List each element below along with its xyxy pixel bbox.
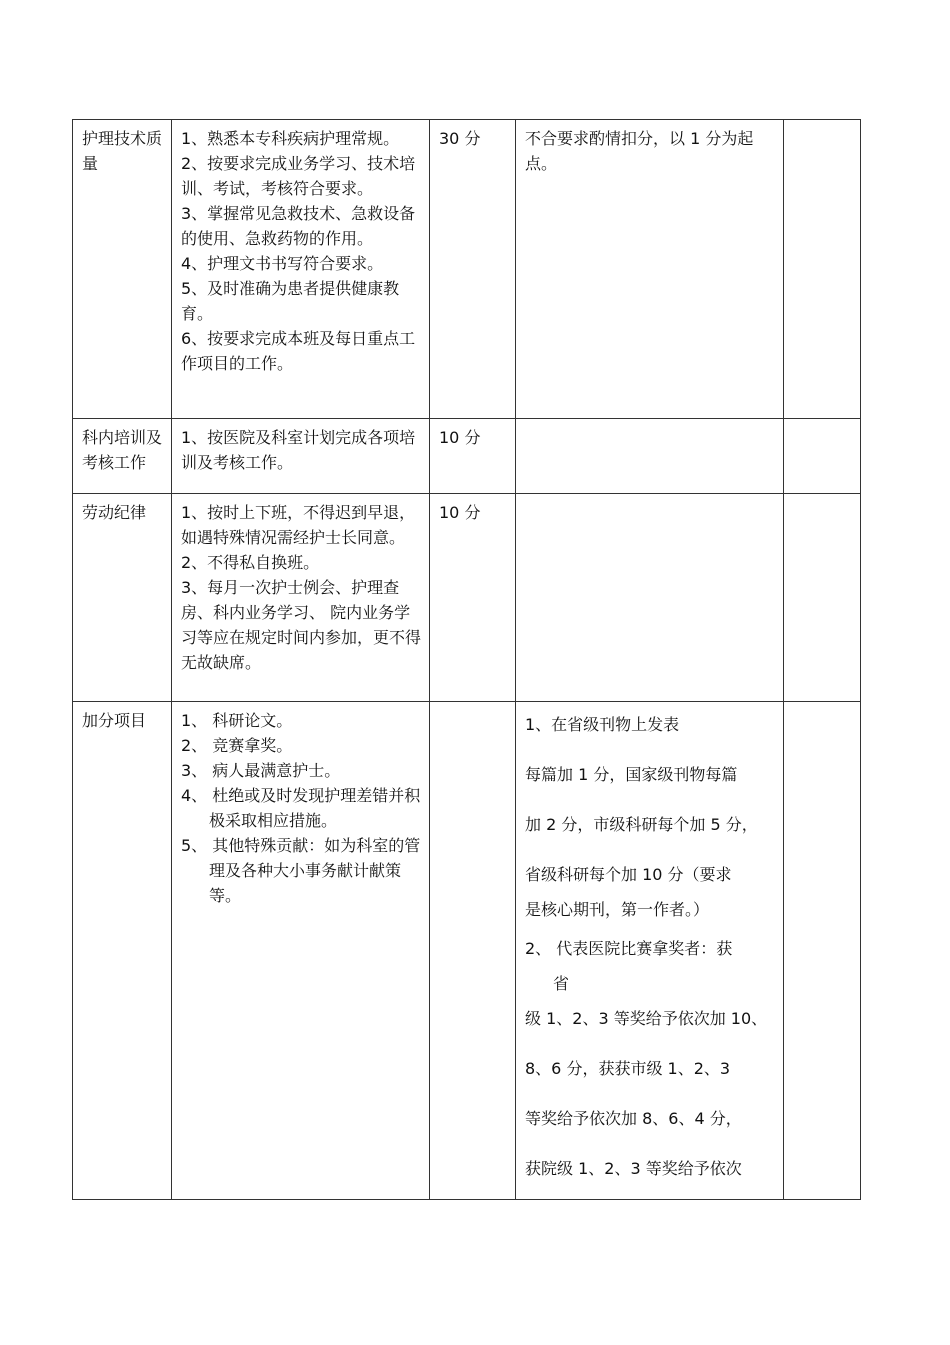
result-cell (784, 702, 861, 1200)
bonus-rule-line: 2、 代表医院比赛拿奖者：获 (525, 939, 733, 958)
criteria-cell (172, 120, 430, 419)
bonus-rule-line: 加 2 分，市级科研每个加 5 分， (525, 815, 758, 834)
bonus-rule-line: 获院级 1、2、3 等奖给予依次 (525, 1159, 742, 1178)
score-cell (430, 702, 516, 1200)
criteria-line: 2、按要求完成业务学习、技术培训、考试，考核符合要求。 (181, 154, 416, 198)
score-cell (430, 494, 516, 702)
score-cell (430, 120, 516, 419)
criteria-line: 1、熟悉本专科疾病护理常规。 (181, 129, 400, 148)
criteria-line: 3、每月一次护士例会、护理查房、科内业务学习、 院内业务学习等应在规定时间内参加，更不得无故缺席。 (181, 578, 422, 672)
bonus-rule-line: 等奖给予依次加 8、6、4 分， (525, 1109, 742, 1128)
table-row (73, 702, 861, 1200)
criteria-cell (172, 702, 430, 1200)
bonus-rule-line: 省级科研每个加 10 分（要求 (525, 865, 732, 884)
item-label: 护理技术质量 (82, 129, 163, 173)
result-cell (784, 120, 861, 419)
criteria-line: 2、 竞赛拿奖。 (181, 736, 293, 755)
table-row (73, 419, 861, 494)
deduction-cell (516, 419, 784, 494)
criteria-line: 4、 杜绝或及时发现护理差错并积极采取相应措施。 (181, 786, 421, 830)
criteria-line: 1、按医院及科室计划完成各项培训及考核工作。 (181, 428, 416, 472)
criteria-line: 1、 科研论文。 (181, 711, 293, 730)
evaluation-table (72, 119, 861, 1200)
criteria-line: 2、不得私自换班。 (181, 553, 320, 572)
criteria-line: 6、按要求完成本班及每日重点工作项目的工作。 (181, 329, 416, 373)
bonus-rule-line: 1、在省级刊物上发表 (525, 715, 680, 734)
item-label: 科内培训及考核工作 (82, 428, 163, 472)
score-value: 10 分 (439, 503, 481, 522)
criteria-cell (172, 419, 430, 494)
deduction-text: 不合要求酌情扣分，以 1 分为起点。 (525, 129, 754, 173)
deduction-cell (516, 120, 784, 419)
bonus-rule-line: 8、6 分，获获市级 1、2、3 (525, 1059, 731, 1078)
deduction-cell (516, 494, 784, 702)
item-cell (73, 494, 172, 702)
table-row (73, 494, 861, 702)
result-cell (784, 419, 861, 494)
criteria-line: 1、按时上下班，不得迟到早退，如遇特殊情况需经护士长同意。 (181, 503, 416, 547)
bonus-rule-line: 每篇加 1 分，国家级刊物每篇 (525, 765, 738, 784)
item-label: 加分项目 (82, 711, 147, 730)
item-label: 劳动纪律 (82, 503, 147, 522)
criteria-line: 5、 其他特殊贡献：如为科室的管理及各种大小事务献计献策等。 (181, 836, 421, 905)
item-cell (73, 419, 172, 494)
deduction-cell (516, 702, 784, 1200)
item-cell (73, 120, 172, 419)
score-value: 10 分 (439, 428, 481, 447)
score-cell (430, 419, 516, 494)
bonus-rule-line: 省 (553, 974, 570, 993)
bonus-rule-line: 是核心期刊，第一作者。） (525, 900, 710, 919)
score-value: 30 分 (439, 129, 481, 148)
criteria-line: 5、及时准确为患者提供健康教育。 (181, 279, 400, 323)
criteria-line: 3、 病人最满意护士。 (181, 761, 341, 780)
result-cell (784, 494, 861, 702)
criteria-cell (172, 494, 430, 702)
criteria-line: 3、掌握常见急救技术、急救设备的使用、急救药物的作用。 (181, 204, 416, 248)
table-row (73, 120, 861, 419)
criteria-line: 4、护理文书书写符合要求。 (181, 254, 384, 273)
item-cell (73, 702, 172, 1200)
bonus-rule-line: 级 1、2、3 等奖给予依次加 10、 (525, 1009, 768, 1028)
